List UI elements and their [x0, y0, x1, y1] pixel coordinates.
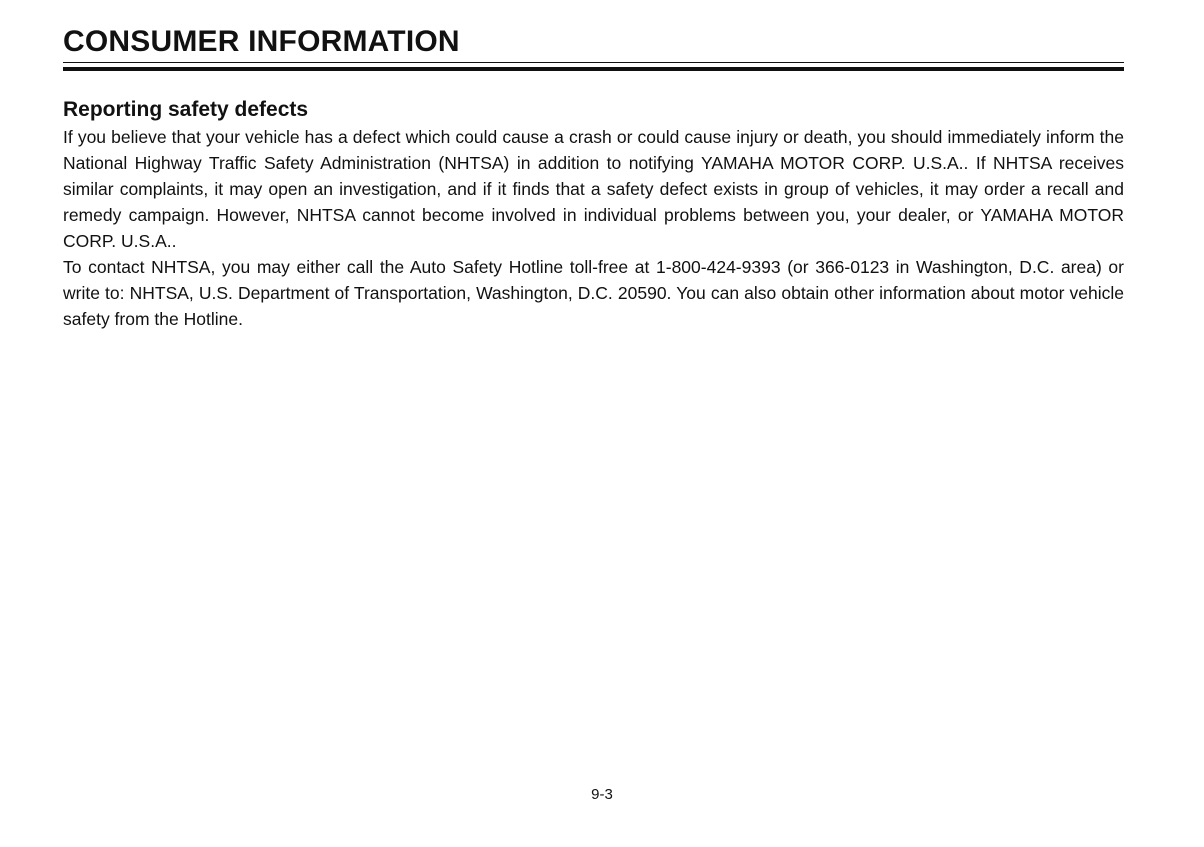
title-rule — [63, 62, 1124, 74]
paragraph-defect-reporting: If you believe that your vehicle has a defect which could cause a crash or could cause injury or death, you should immediately inform the National Highway Traffic Safety Administration (NHTSA) in addition to notifying YAMAHA MOTOR CORP. U.S.A.. If NHTSA receives similar complaints, it may open an investigation, and if it finds that a safety defect exists in group of vehicles, it may order a recall and remedy campaign. However, NHTSA cannot become involved in individual problems between you, your dealer, or YAMAHA MOTOR CORP. U.S.A.. — [63, 127, 1124, 251]
title-rule-thin-line — [63, 62, 1124, 63]
page-title: CONSUMER INFORMATION — [63, 25, 460, 58]
title-rule-thick-line — [63, 67, 1124, 71]
paragraph-contact-nhtsa: To contact NHTSA, you may either call the Auto Safety Hotline toll-free at 1-800-424-9393 (or 366-0123 in Washington, D.C. area) or write to: NHTSA, U.S. Department of Transportation, Washington, D.C. 20590. You can also obtain other information about motor vehicle safety from the Hotline. — [63, 257, 1124, 329]
reporting-safety-defects-section — [63, 97, 1124, 332]
section-heading: Reporting safety defects — [63, 98, 309, 121]
page-number: 9-3 — [591, 786, 613, 803]
page-header — [63, 22, 1124, 74]
